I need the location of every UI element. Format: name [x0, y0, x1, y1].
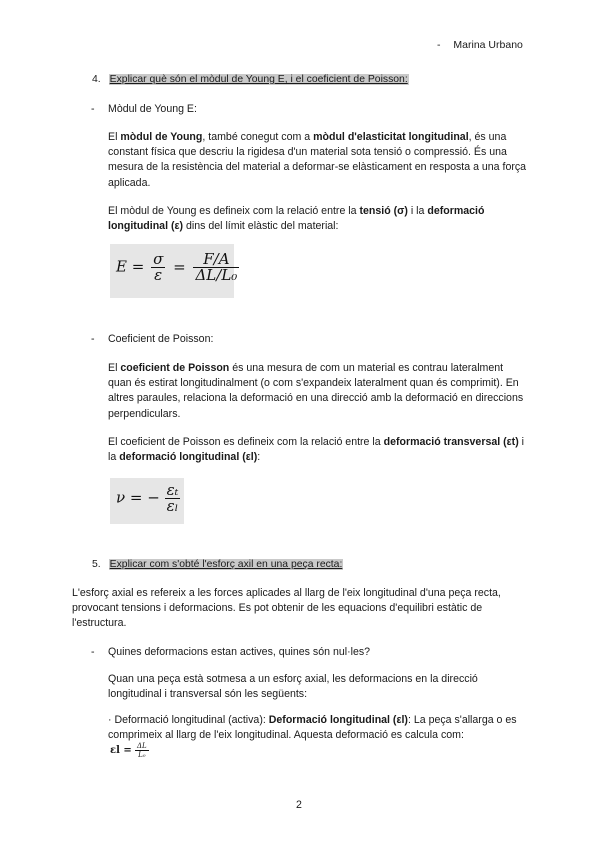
bold-term: deformació transversal (εt) [383, 436, 519, 448]
section-number: 4. [92, 74, 101, 85]
bullet-dash: - [91, 333, 95, 345]
formula-lhs: ν = − [116, 488, 160, 507]
bullet-dash: - [91, 103, 95, 115]
young-formula [110, 244, 238, 298]
page-number: 2 [296, 799, 302, 811]
formula-fraction: $\frac{F/A}{\text{ΔL/L₀}}$ [195, 250, 238, 285]
bold-term: deformació longitudinal (ε) [108, 205, 485, 233]
section-title: Explicar com s'obté l'esforç axil en una peça recta: [109, 559, 343, 570]
header-dash: - [437, 39, 441, 51]
formula-fraction: $\frac{\sigma}{\varepsilon}$ [153, 250, 164, 285]
page-header [437, 38, 523, 53]
bullet-question [91, 645, 370, 660]
bullet-label: Quines deformacions estan actives, quines són nul·les? [108, 646, 371, 658]
bold-term: mòdul de Young [120, 131, 203, 143]
section-4-heading [92, 72, 409, 87]
bold-term: deformació longitudinal (εl) [119, 451, 258, 464]
formula-fraction: $\frac{\Delta L}{\text{L₀}}$ [136, 742, 147, 759]
poisson-relation: El coeficient de Poisson es defineix com la relació entre la deformació transversal (εt) i la deformació longitudinal (εl): [108, 436, 525, 464]
formula-equals: = [173, 257, 186, 276]
bold-term: tensió (σ) [359, 205, 408, 217]
bullet-label: Coeficient de Poisson: [108, 333, 214, 345]
bold-term: coeficient de Poisson [120, 362, 230, 374]
axial-intro: L'esforç axial es refereix a les forces aplicades al llarg de l'eix longitudinal d'una peça recta, provocant tensions i deformacions. Es pot obtenir de les equacions d'equilibri estàtic de l'estructura. [72, 587, 501, 630]
young-definition: El mòdul de Young, també conegut com a mòdul d'elasticitat longitudinal, és una constant física que descriu la rigidesa d'un material sota tensió o compressió. És una mesura de la resistència del material a deformar-se elàsticament en resposta a una força aplicada. [108, 131, 527, 189]
bold-term: mòdul d'elasticitat longitudinal [313, 131, 469, 143]
formula-fraction: $\frac{\text{εₜ}}{\text{εₗ}}$ [166, 481, 179, 516]
bullet-label: Mòdul de Young E: [108, 103, 197, 115]
poisson-definition: El coeficient de Poisson és una mesura de com un material es contrau lateralment quan és estirat longitudinalment (o com s'expandeix lateralment quan és comprimit). En altres paraules, relaciona la deformació en una direcció amb la deformació en direccions perpendiculars. [108, 362, 524, 420]
bold-term: Deformació longitudinal (εl) [268, 714, 408, 726]
bullet-poisson [91, 332, 213, 347]
bullet-young [91, 102, 197, 117]
young-relation: El mòdul de Young es defineix com la relació entre la tensió (σ) i la deformació longitudinal (ε) dins del límit elàstic del material: [108, 205, 485, 233]
section-title: Explicar què són el mòdul de Young E, i el coeficient de Poisson: [109, 74, 408, 85]
bullet-dash: - [91, 646, 95, 658]
section-5-heading [92, 557, 343, 572]
longitudinal-item: · Deformació longitudinal (activa): Deformació longitudinal (εl): La peça s'allarga o es comprimeix al llarg de l'eix longitudinal. Aquesta deformació es calcula com: [108, 714, 517, 742]
formula-lhs: εl = [110, 745, 132, 756]
formula-lhs: E = [116, 257, 145, 276]
poisson-formula [110, 478, 184, 524]
section-number: 5. [92, 559, 101, 570]
author-name: Marina Urbano [453, 39, 523, 51]
axial-answer: Quan una peça està sotmesa a un esforç axial, les deformacions en la direcció longitudinal i transversal són les següents: [108, 673, 478, 701]
strain-formula [110, 742, 149, 759]
